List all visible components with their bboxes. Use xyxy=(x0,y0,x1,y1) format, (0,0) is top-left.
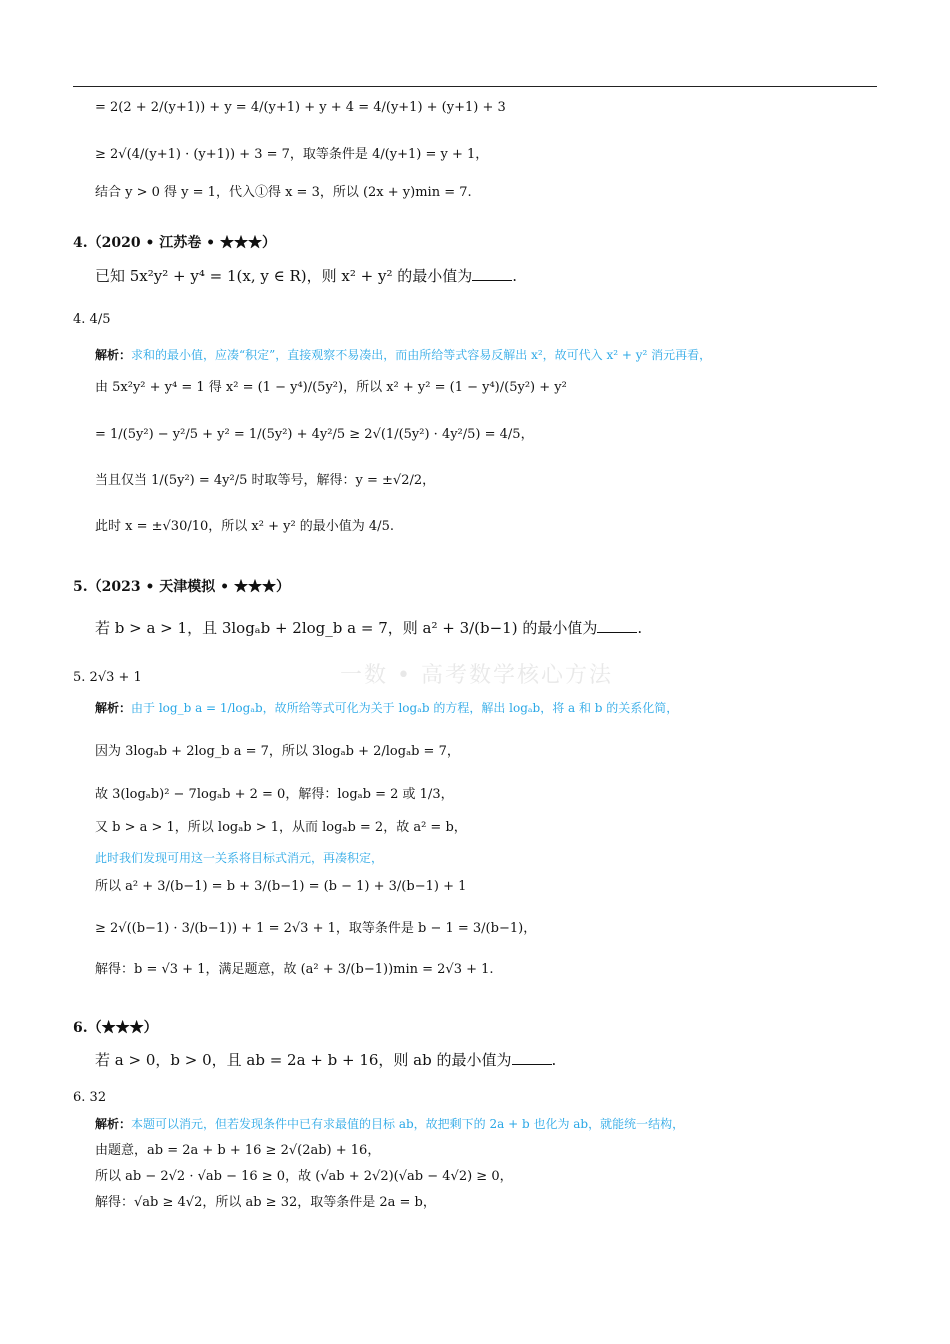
problem-6-question: 若 a > 0，b > 0，且 ab = 2a + b + 16，则 ab 的最小值为 . xyxy=(95,1051,557,1069)
problem-4-answer: 4. 4/5 xyxy=(73,312,111,327)
solution-line: 所以 a² + 3/(b−1) = b + 3/(b−1) = (b − 1) + 3/(b−1) + 1 xyxy=(95,879,467,894)
problem-5-question: 若 b > a > 1，且 3logₐb + 2log_b a = 7，则 a² + 3/(b−1) 的最小值为 . xyxy=(95,619,643,637)
solution-note: 此时我们发现可用这一关系将目标式消元，再凑积定， xyxy=(95,851,384,865)
solution-line: 解得：b = √3 + 1，满足题意，故 (a² + 3/(b−1))min = 2√3 + 1. xyxy=(95,962,494,977)
problem-6-analysis: 解析：本题可以消元，但若发现条件中已有求最值的目标 ab，故把剩下的 2a + b 也化为 ab，就能统一结构， xyxy=(95,1117,685,1131)
problem-6-answer: 6. 32 xyxy=(73,1090,107,1105)
solution-line: 又 b > a > 1，所以 logₐb > 1，从而 logₐb = 2，故 a² = b， xyxy=(95,820,467,835)
solution-line: 此时 x = ±√30/10，所以 x² + y² 的最小值为 4/5. xyxy=(95,519,394,534)
problem-5-heading: 5.（2023 • 天津模拟 • ★★★） xyxy=(73,579,290,595)
top-rule xyxy=(73,86,877,87)
answer-blank xyxy=(597,618,637,633)
solution-line: 由题意，ab = 2a + b + 16 ≥ 2√(2ab) + 16， xyxy=(95,1143,381,1158)
solution-line: 解得：√ab ≥ 4√2，所以 ab ≥ 32，取等条件是 2a = b， xyxy=(95,1195,436,1210)
answer-blank xyxy=(512,1050,552,1065)
solution-line: 所以 ab − 2√2 · √ab − 16 ≥ 0，故 (√ab + 2√2)(√ab − 4√2) ≥ 0， xyxy=(95,1169,513,1184)
solution-line: 因为 3logₐb + 2log_b a = 7，所以 3logₐb + 2/logₐb = 7， xyxy=(95,744,460,759)
solution-line: ≥ 2√(4/(y+1) · (y+1)) + 3 = 7，取等条件是 4/(y+1) = y + 1， xyxy=(95,147,489,162)
problem-5-analysis: 解析：由于 log_b a = 1/logₐb，故所给等式可化为关于 logₐb 的方程，解出 logₐb，将 a 和 b 的关系化简， xyxy=(95,701,679,715)
solution-line: 当且仅当 1/(5y²) = 4y²/5 时取等号，解得：y = ±√2/2， xyxy=(95,473,436,488)
solution-line: 结合 y > 0 得 y = 1，代入①得 x = 3，所以 (2x + y)min = 7. xyxy=(95,185,472,200)
problem-4-heading: 4.（2020 • 江苏卷 • ★★★） xyxy=(73,235,276,251)
solution-line: 故 3(logₐb)² − 7logₐb + 2 = 0，解得：logₐb = 2 或 1/3， xyxy=(95,787,454,802)
problem-5-answer: 5. 2√3 + 1 xyxy=(73,670,142,685)
solution-line: 由 5x²y² + y⁴ = 1 得 x² = (1 − y⁴)/(5y²)，所以 x² + y² = (1 − y⁴)/(5y²) + y² xyxy=(95,380,567,395)
problem-4-question: 已知 5x²y² + y⁴ = 1(x, y ∈ R)，则 x² + y² 的最小值为 . xyxy=(95,267,518,285)
watermark: 一数 • 高考数学核心方法 xyxy=(340,663,613,688)
problem-6-heading: 6.（★★★） xyxy=(73,1020,158,1036)
solution-line: ≥ 2√((b−1) · 3/(b−1)) + 1 = 2√3 + 1，取等条件是 b − 1 = 3/(b−1)， xyxy=(95,921,537,936)
problem-4-analysis: 解析：求和的最小值，应凑“积定”，直接观察不易凑出，而由所给等式容易反解出 x²，故可代入 x² + y² 消元再看， xyxy=(95,348,712,362)
solution-line: = 2(2 + 2/(y+1)) + y = 4/(y+1) + y + 4 = 4/(y+1) + (y+1) + 3 xyxy=(95,100,506,115)
solution-line: = 1/(5y²) − y²/5 + y² = 1/(5y²) + 4y²/5 ≥ 2√(1/(5y²) · 4y²/5) = 4/5， xyxy=(95,427,534,442)
answer-blank xyxy=(472,266,512,281)
